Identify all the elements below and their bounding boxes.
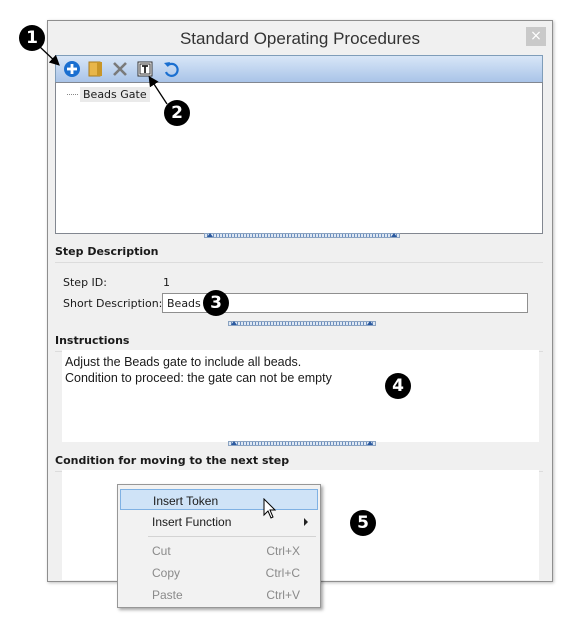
menu-item-cut[interactable] — [120, 540, 318, 561]
menu-item-paste[interactable] — [120, 584, 318, 605]
menu-item-label: Copy — [152, 566, 181, 580]
menu-item-insert-token[interactable] — [120, 489, 318, 510]
splitter-handle[interactable] — [228, 321, 376, 326]
submenu-arrow-icon — [304, 518, 308, 526]
menu-item-copy[interactable] — [120, 562, 318, 583]
short-description-label: Short Description: — [63, 297, 163, 310]
tree-connector — [67, 94, 78, 95]
context-menu — [117, 484, 321, 608]
instructions-textarea[interactable] — [62, 350, 539, 442]
mouse-cursor-icon — [263, 498, 277, 520]
window-title: Standard Operating Procedures — [179, 29, 421, 48]
callout-badge: 1 — [19, 25, 45, 51]
callout-badge: 2 — [164, 100, 190, 126]
step-id-value: 1 — [163, 276, 170, 289]
folder-icon[interactable] — [87, 60, 105, 78]
condition-header: Condition for moving to the next step — [55, 454, 543, 472]
add-icon[interactable] — [63, 60, 81, 78]
short-description-input[interactable]: Beads — [162, 293, 528, 313]
delete-icon[interactable] — [111, 60, 129, 78]
callout-badge: 4 — [385, 373, 411, 399]
menu-item-label: Insert Function — [152, 515, 232, 529]
callout-badge: 3 — [203, 290, 229, 316]
step-tree — [55, 82, 543, 234]
close-button[interactable]: × — [526, 27, 546, 46]
menu-item-label: Cut — [152, 544, 171, 558]
token-icon[interactable] — [136, 60, 154, 78]
undo-icon[interactable] — [162, 60, 180, 78]
step-id-label: Step ID: — [63, 276, 107, 289]
menu-item-label: Paste — [152, 588, 183, 602]
menu-separator — [148, 536, 316, 537]
instructions-header: Instructions — [55, 334, 543, 352]
instruction-line: Adjust the Beads gate to include all beads. — [65, 355, 302, 369]
menu-item-shortcut: Ctrl+X — [266, 544, 300, 558]
menu-item-label: Insert Token — [153, 494, 219, 508]
menu-item-shortcut: Ctrl+V — [266, 588, 300, 602]
step-description-header: Step Description — [55, 245, 543, 263]
toolbar — [55, 55, 543, 82]
menu-item-insert-function[interactable] — [120, 511, 318, 532]
title-bar — [48, 21, 552, 54]
instruction-line: Condition to proceed: the gate can not be empty — [65, 371, 332, 385]
splitter-handle[interactable] — [204, 233, 400, 238]
splitter-handle[interactable] — [228, 441, 376, 446]
tree-item[interactable]: Beads Gate — [80, 87, 150, 102]
callout-badge: 5 — [350, 510, 376, 536]
menu-item-shortcut: Ctrl+C — [265, 566, 300, 580]
